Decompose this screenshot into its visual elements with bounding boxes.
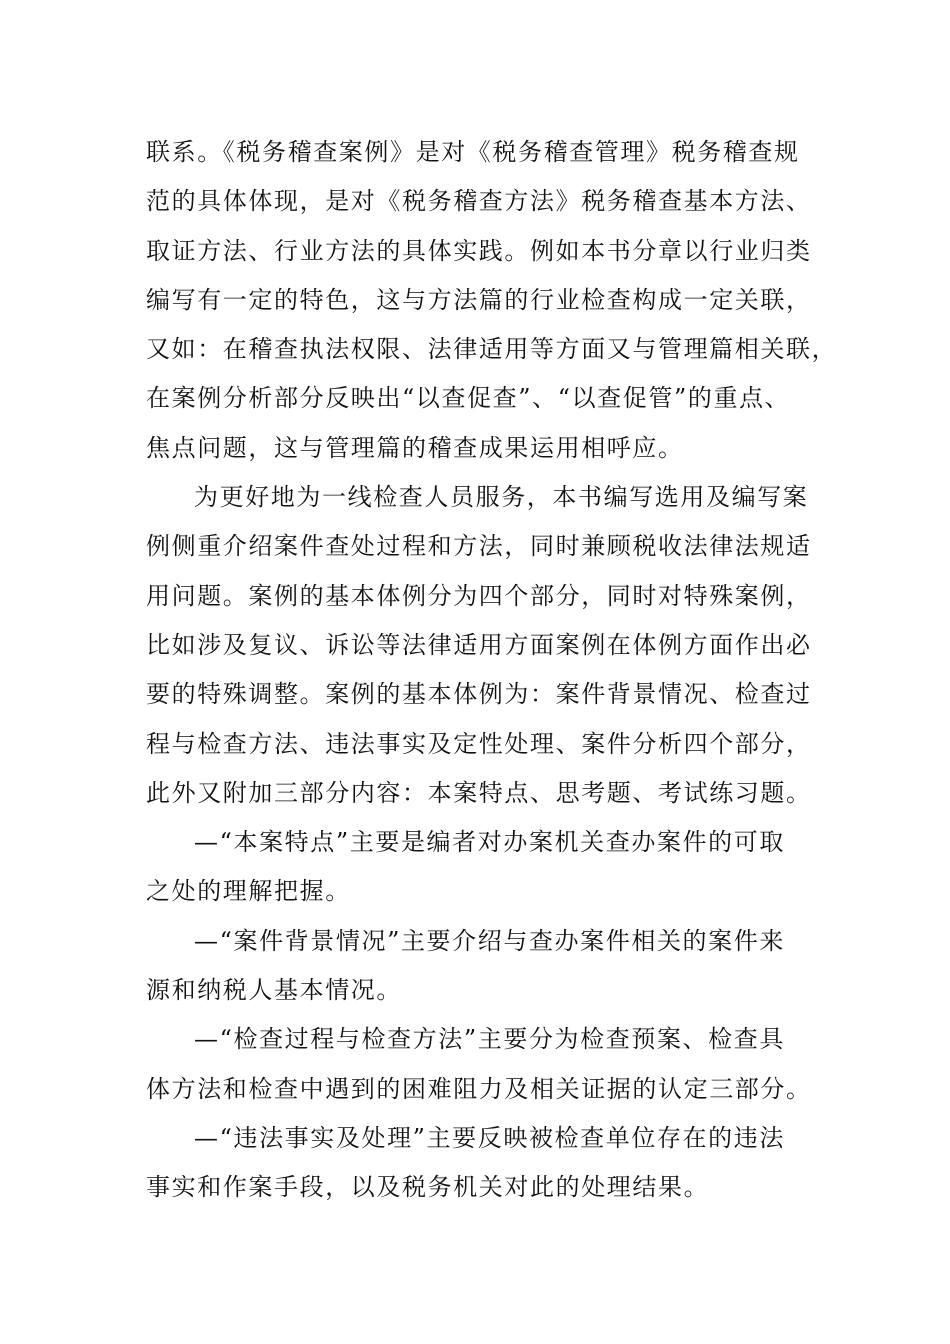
text-line: 用问题。案例的基本体例分为四个部分，同时对特殊案例， [146, 581, 812, 610]
text-line: 例侧重介绍案件查处过程和方法，同时兼顾税收法律法规适 [146, 532, 812, 561]
text-line: 源和纳税人基本情况。 [146, 976, 402, 1005]
text-line: 取证方法、行业方法的具体实践。例如本书分章以行业归类 [146, 236, 812, 265]
text-line: 比如涉及复议、诉讼等法律适用方面案例在体例方面作出必 [146, 630, 812, 659]
text-line: 编写有一定的特色，这与方法篇的行业检查构成一定关联， [146, 285, 812, 314]
text-line: 要的特殊调整。案例的基本体例为：案件背景情况、检查过 [146, 680, 812, 709]
text-line: 联系。《税务稽查案例》是对《税务稽查管理》税务稽查规 [146, 138, 800, 166]
text-line: 事实和作案手段，以及税务机关对此的处理结果。 [146, 1173, 710, 1202]
text-line-indented: —“本案特点”主要是编者对办案机关查办案件的可取 [194, 828, 785, 857]
text-line: 在案例分析部分反映出“以查促查”、“以查促管”的重点、 [146, 384, 791, 413]
text-line: 又如：在稽查执法权限、法律适用等方面又与管理篇相关联， [146, 335, 838, 364]
text-line-indented: 为更好地为一线检查人员服务，本书编写选用及编写案 [194, 483, 809, 512]
text-line: 程与检查方法、违法事实及定性处理、案件分析四个部分， [146, 729, 812, 758]
text-line: 焦点问题，这与管理篇的稽查成果运用相呼应。 [146, 433, 684, 462]
text-line-indented: —“违法事实及处理”主要反映被检查单位存在的违法 [194, 1123, 785, 1152]
text-line-indented: —“检查过程与检查方法”主要分为检查预案、检查具 [194, 1025, 785, 1054]
text-line-indented: —“案件背景情况”主要介绍与查办案件相关的案件来 [194, 926, 785, 955]
text-line: 之处的理解把握。 [146, 877, 351, 906]
text-line: 范的具体体现，是对《税务稽查方法》税务稽查基本方法、 [146, 187, 812, 216]
text-line: 体方法和检查中遇到的困难阻力及相关证据的认定三部分。 [146, 1074, 812, 1103]
text-line: 此外又附加三部分内容：本案特点、思考题、考试练习题。 [146, 778, 812, 807]
body-text [146, 128, 846, 1213]
